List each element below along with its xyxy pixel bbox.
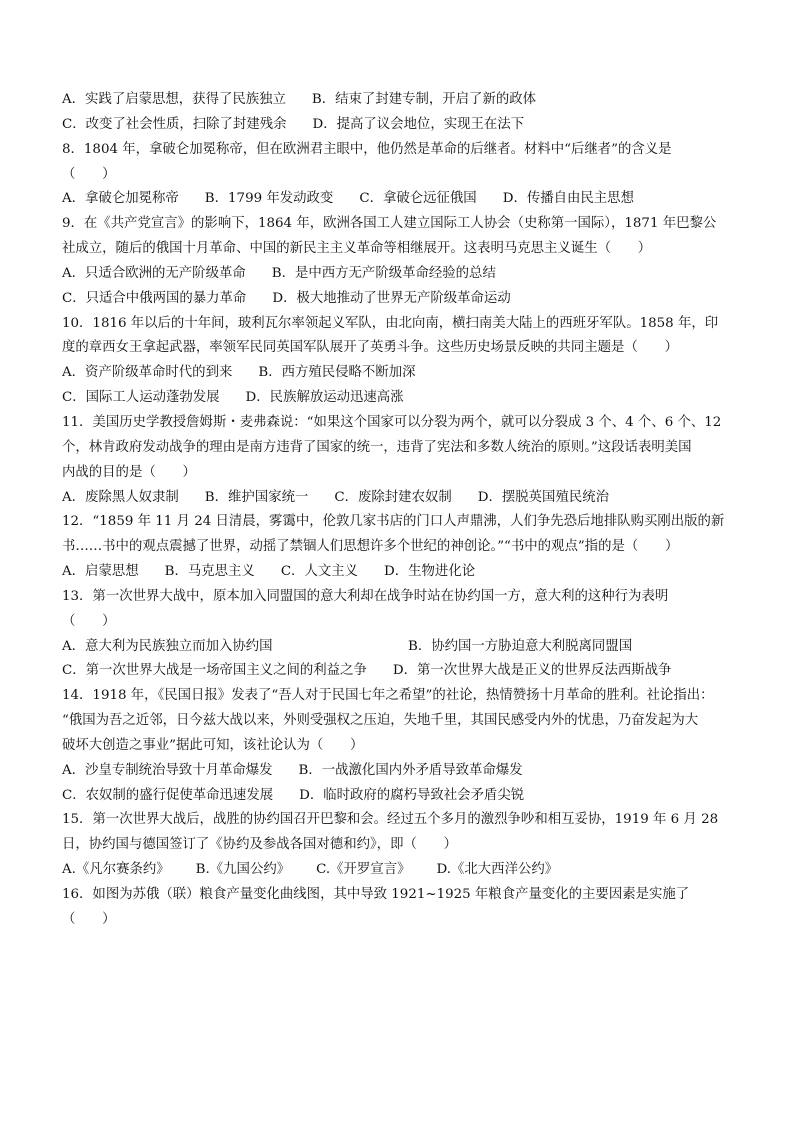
q15-option-c: C.《开罗宣言》 [316,862,411,878]
q13-options-row-2 [62,659,738,684]
q15-option-d: D.《北大西洋公约》 [436,862,559,878]
q8-stem-line-1: 8．1804 年，拿破仑加冕称帝，但在欧洲君主眼中，他仍然是革命的后继者。材料中“后继者”的含义是 [62,141,672,157]
q8-stem-line-2: （ ） [62,166,116,182]
q8-option-c: C．拿破仑远征俄国 [359,191,477,207]
q7-options-row-1 [62,88,738,113]
q16-stem-line-1: 16．如图为苏俄（联）粮食产量变化曲线图，其中导致 1921~1925 年粮食产量变化的主要因素是实施了 [62,887,690,902]
q9-option-a: A．只适合欧洲的无产阶级革命 [62,265,246,281]
q10-option-c: C．国际工人运动蓬勃发展 [62,390,220,406]
exam-page [62,88,738,933]
q13-option-a: A．意大利为民族独立而加入协约国 [62,638,273,654]
q7-options-row-2 [62,113,738,138]
q7-option-c: C．改变了社会性质，扫除了封建残余 [62,116,287,132]
q14-stem-line-3: 破坏大创造之事业”据此可知，该社论认为（ ） [62,737,364,753]
q12-stem-line-1: 12．“1859 年 11 月 24 日清晨，雾霭中，伦敦几家书店的门口人声鼎沸，人们争先恐后地排队购买刚出版的新 [62,514,725,530]
q15-options-row [62,858,738,883]
q8-options-row [62,187,738,212]
q12-option-d: D．生物进化论 [384,564,476,580]
q13-options-row-1 [62,635,738,660]
q15-option-b: B.《九国公约》 [195,862,291,878]
q13-option-c: C．第一次世界大战是一场帝国主义之间的利益之争 [62,663,367,679]
q11-stem-line-3: 内战的目的是（ ） [62,464,196,480]
q11-options-row [62,486,738,511]
q10-option-a: A．资产阶级革命时代的到来 [62,365,233,381]
q14-stem-line-2: “俄国为吾之近邻，日今兹大战以来，外则受强权之压迫，失地千里，其国民感受内外的忧患，乃奋发起为大 [62,713,699,729]
q13-option-d: D．第一次世界大战是正义的世界反法西斯战争 [392,663,672,679]
q16-stem-line-2: （ ） [62,911,116,927]
q10-options-row-2 [62,386,738,411]
q8-option-d: D．传播自由民主思想 [502,191,634,207]
q7-option-d: D．提高了议会地位，实现王在法下 [312,116,525,132]
q9-options-row-2 [62,287,738,312]
q10-stem-line-2: 度的章西女王拿起武器，率领军民同英国军队展开了英勇斗争。这些历史场景反映的共同主题是（ ） [62,340,678,356]
q12-option-c: C．人文主义 [280,564,359,580]
q9-option-c: C．只适合中俄两国的暴力革命 [62,290,247,306]
q14-option-c: C．农奴制的盛行促使革命迅速发展 [62,787,274,803]
q12-option-b: B．马克思主义 [164,564,255,580]
q9-stem-line-1: 9．在《共产党宣言》的影响下，1864 年，欧洲各国工人建立国际工人协会（史称第一国际），1871 年巴黎公 [62,216,717,232]
q9-option-b: B．是中西方无产阶级革命经验的总结 [271,265,496,281]
q10-options-row-1 [62,361,738,386]
q13-option-b: B．协约国一方胁迫意大利脱离同盟国 [408,638,633,654]
q12-options-row [62,560,738,585]
q12-stem-line-2: 书……书中的观点震撼了世界，动摇了禁锢人们思想许多个世纪的神创论。”“书中的观点”指的是（ ） [62,539,679,555]
q8-option-b: B．1799 年发动政变 [204,191,334,207]
q9-options-row-1 [62,262,738,287]
q15-option-a: A.《凡尔赛条约》 [62,862,170,878]
q11-stem-line-2: 个，林肯政府发动战争的理由是南方违背了国家的统一，违背了宪法和多数人统治的原则。”这段话表明美国 [62,439,692,455]
q13-stem-line-1: 13．第一次世界大战中，原本加入同盟国的意大利却在战争时站在协约国一方，意大利的这种行为表明 [62,588,669,604]
q11-stem-line-1: 11．美国历史学教授詹姆斯・麦弗森说：“如果这个国家可以分裂为两个，就可以分裂成 3 个、4 个、6 个、12 [62,414,722,430]
q10-option-b: B．西方殖民侵略不断加深 [258,365,416,381]
q11-option-c: C．废除封建农奴制 [334,489,452,505]
q7-option-a: A．实践了启蒙思想，获得了民族独立 [62,92,286,107]
q11-option-a: A．废除黑人奴隶制 [62,489,179,505]
q14-options-row-2 [62,784,738,809]
q14-option-d: D．临时政府的腐朽导致社会矛盾尖锐 [299,787,525,803]
q11-option-b: B．维护国家统一 [204,489,309,505]
q15-stem-line-2: 日，协约国与德国签订了《协约及参战各国对德和约》，即（ ） [62,837,458,853]
q11-option-d: D．摆脱英国殖民统治 [477,489,610,505]
q7-option-b: B．结束了封建专制，开启了新的政体 [311,92,537,107]
q14-stem-line-1: 14．1918 年，《民国日报》发表了“吾人对于民国七年之希望”的社论，热情赞扬十月革命的胜利。社论指出： [62,688,714,704]
q12-option-a: A．启蒙思想 [62,564,139,580]
q9-stem-line-2: 社成立，随后的俄国十月革命、中国的新民主主义革命等相继展开。这表明马克思主义诞生（ ） [62,241,652,257]
q13-stem-line-2: （ ） [62,613,116,629]
q14-option-a: A．沙皇专制统治导致十月革命爆发 [62,762,273,778]
q10-option-d: D．民族解放运动迅速高涨 [245,390,404,406]
q8-option-a: A．拿破仑加冕称帝 [62,191,179,207]
q14-options-row-1 [62,759,738,784]
q9-option-d: D．极大地推动了世界无产阶级革命运动 [272,290,511,306]
q14-option-b: B．一战激化国内外矛盾导致革命爆发 [298,762,523,778]
q15-stem-line-1: 15．第一次世界大战后，战胜的协约国召开巴黎和会。经过五个多月的激烈争吵和相互妥协，1919 年 6 月 28 [62,812,719,828]
q10-stem-line-1: 10．1816 年以后的十年间，玻利瓦尔率领起义军队，由北向南，横扫南美大陆上的西班牙军队。1858 年，印 [62,315,719,331]
